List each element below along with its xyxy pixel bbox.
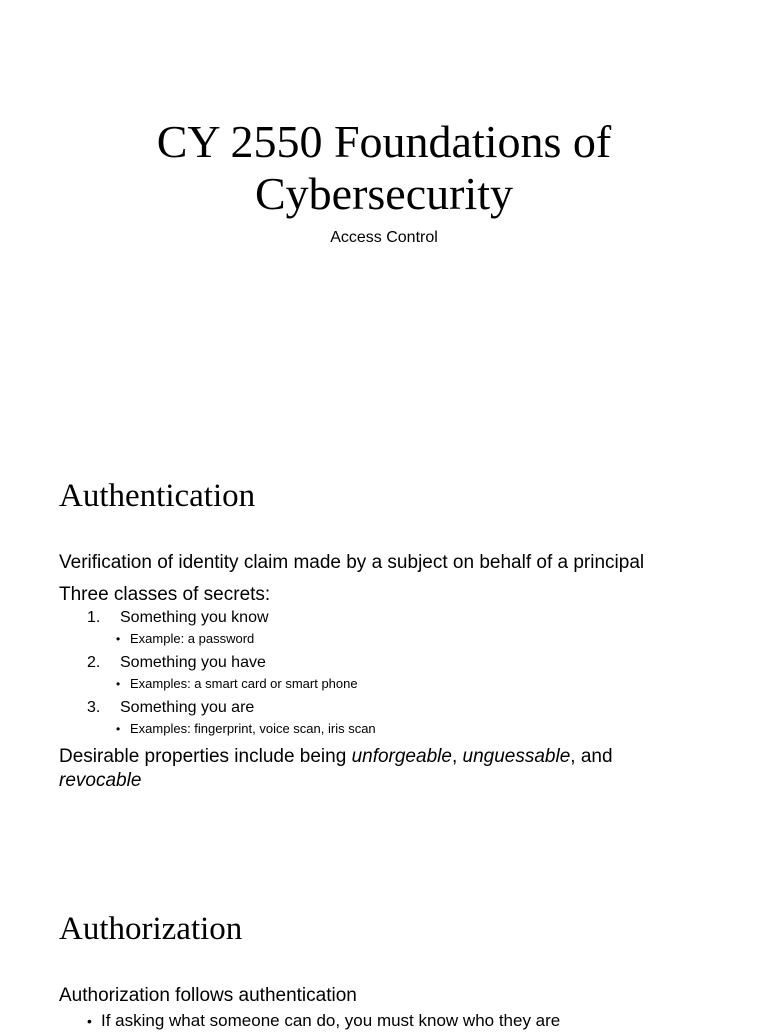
desirable-properties-text: Desirable properties include being unforgeable, unguessable, and revocable [59,746,613,791]
authorization-follows-text: Authorization follows authentication [59,985,357,1006]
bullet-icon: • [87,1013,92,1029]
bullet-icon: • [116,677,121,691]
slide-title-line-1: CY 2550 Foundations of [156,116,612,167]
slide-subtitle: Access Control [330,229,438,246]
three-classes-text: Three classes of secrets: [59,584,271,605]
bullet-icon: • [116,722,121,736]
authentication-body [59,551,739,793]
list-subitem: • Examples: fingerprint, voice scan, iris scan [59,719,739,739]
list-subitem: • Examples: a smart card or smart phone [59,674,739,694]
list-item: 3. Something you are [87,699,255,716]
secret-classes-list [59,607,739,739]
slide-title-line-2: Cybersecurity [254,168,514,219]
authorization-heading: Authorization [59,911,243,947]
identity-claim-text: Verification of identity claim made by a subject on behalf of a principal [59,552,645,573]
list-subitem: • If asking what someone can do, you must know who they are [87,1011,561,1030]
authentication-heading: Authentication [59,478,256,514]
list-subitem: • Example: a password [59,629,739,649]
list-item: 1. Something you know [87,609,269,626]
authorization-body [59,984,739,1032]
bullet-icon: • [116,632,121,646]
list-item: 2. Something you have [87,654,266,671]
